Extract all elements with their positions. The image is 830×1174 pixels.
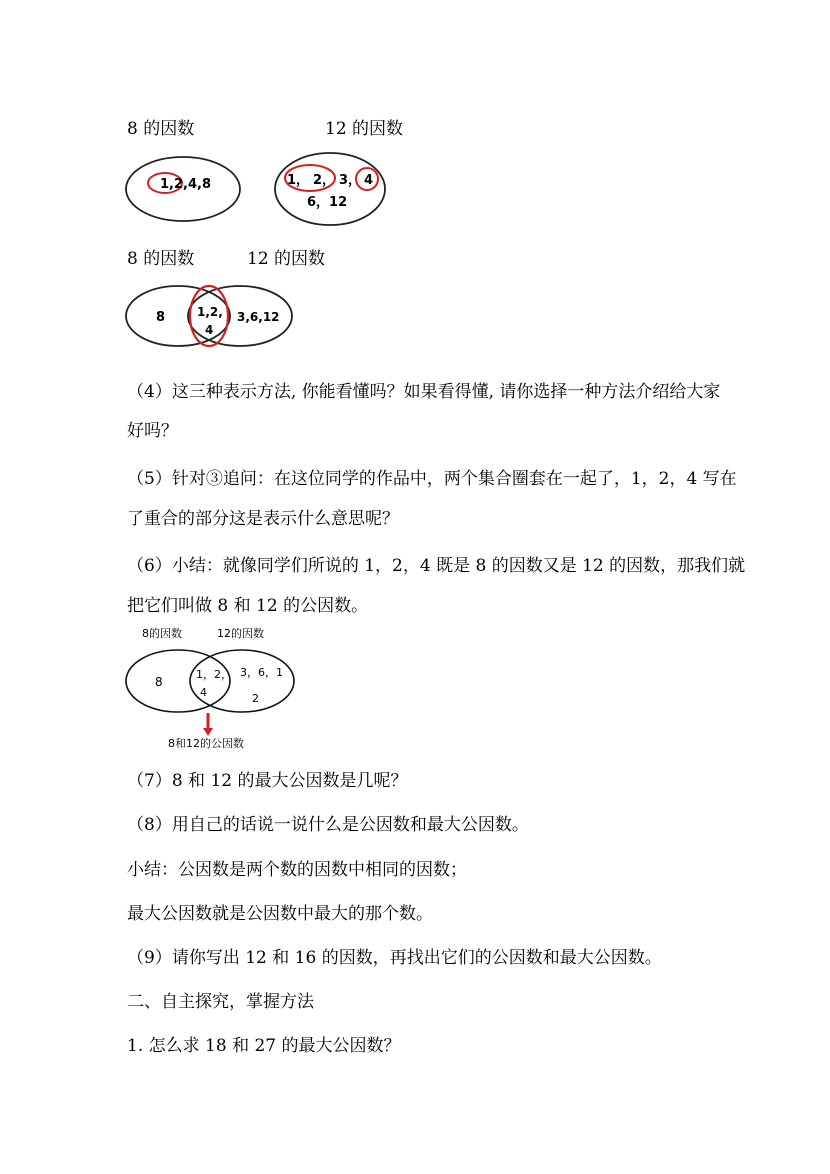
venn3-left-ellipse (126, 650, 230, 712)
set-12-value-3: 3， (339, 173, 362, 188)
question-4-line1: （4）这三种表示方法, 你能看懂吗？如果看得懂, 请你选择一种方法介绍给大家 (127, 382, 721, 402)
summary-line1: 小结：公因数是两个数的因数中相同的因数； (127, 860, 467, 880)
set-12-value-1: 1， (287, 173, 310, 188)
question-8: （8）用自己的话说一说什么是公因数和最大公因数。 (127, 815, 529, 835)
section-2-heading: 二、自主探究，掌握方法 (127, 992, 314, 1012)
venn3-arrow-label: 8和12的公因数 (168, 737, 244, 750)
venn-common-line2: 4 (205, 323, 214, 337)
venn3-common-line1: 1，2， (196, 668, 232, 681)
question-6-line2: 把它们叫做 8 和 12 的公因数。 (127, 596, 369, 616)
label-factors-of-8: 8 的因数 (127, 119, 195, 139)
venn-diagram-bold (120, 280, 300, 350)
venn-right-only: 3,6,12 (237, 310, 280, 324)
item-1: 1. 怎么求 18 和 27 的最大公因数？ (127, 1036, 401, 1056)
venn3-left-only: 8 (155, 675, 163, 689)
set-12-value-4: 4 (364, 173, 374, 188)
venn3-right-line1: 3，6，1 (240, 666, 283, 679)
venn3-arrow-head (203, 728, 213, 736)
venn3-right-title: 12的因数 (217, 627, 264, 640)
question-4-line2: 好吗？ (127, 421, 178, 441)
set-8-values: 1,2,4,8 (160, 177, 211, 192)
question-7: （7）8 和 12 的最大公因数是几呢？ (127, 771, 408, 791)
common-factors-venn (120, 622, 310, 754)
separate-sets-diagram (120, 150, 400, 230)
venn3-common-line2: 4 (200, 686, 207, 699)
label-factors-of-12-b: 12 的因数 (247, 249, 326, 269)
question-6-line1: （6）小结：就像同学们所说的 1，2，4 既是 8 的因数又是 12 的因数，那我们就 (127, 556, 746, 576)
venn3-left-title: 8的因数 (142, 627, 182, 640)
question-5-line1: （5）针对③追问：在这位同学的作品中，两个集合圈套在一起了，1，2，4 写在 (127, 469, 737, 489)
question-5-line2: 了重合的部分这是表示什么意思呢？ (127, 509, 399, 529)
venn-left-only: 8 (156, 310, 166, 325)
summary-line2: 最大公因数就是公因数中最大的那个数。 (127, 904, 433, 924)
venn-common-line1: 1,2, (197, 305, 223, 319)
label-factors-of-8-b: 8 的因数 (127, 249, 195, 269)
label-factors-of-12: 12 的因数 (325, 119, 404, 139)
venn3-right-ellipse (190, 650, 294, 712)
venn3-right-line2: 2 (252, 692, 259, 705)
question-9: （9）请你写出 12 和 16 的因数，再找出它们的公因数和最大公因数。 (127, 948, 662, 968)
set-12-row2: 6，12 (307, 195, 348, 210)
set-12-value-2: 2， (313, 173, 336, 188)
